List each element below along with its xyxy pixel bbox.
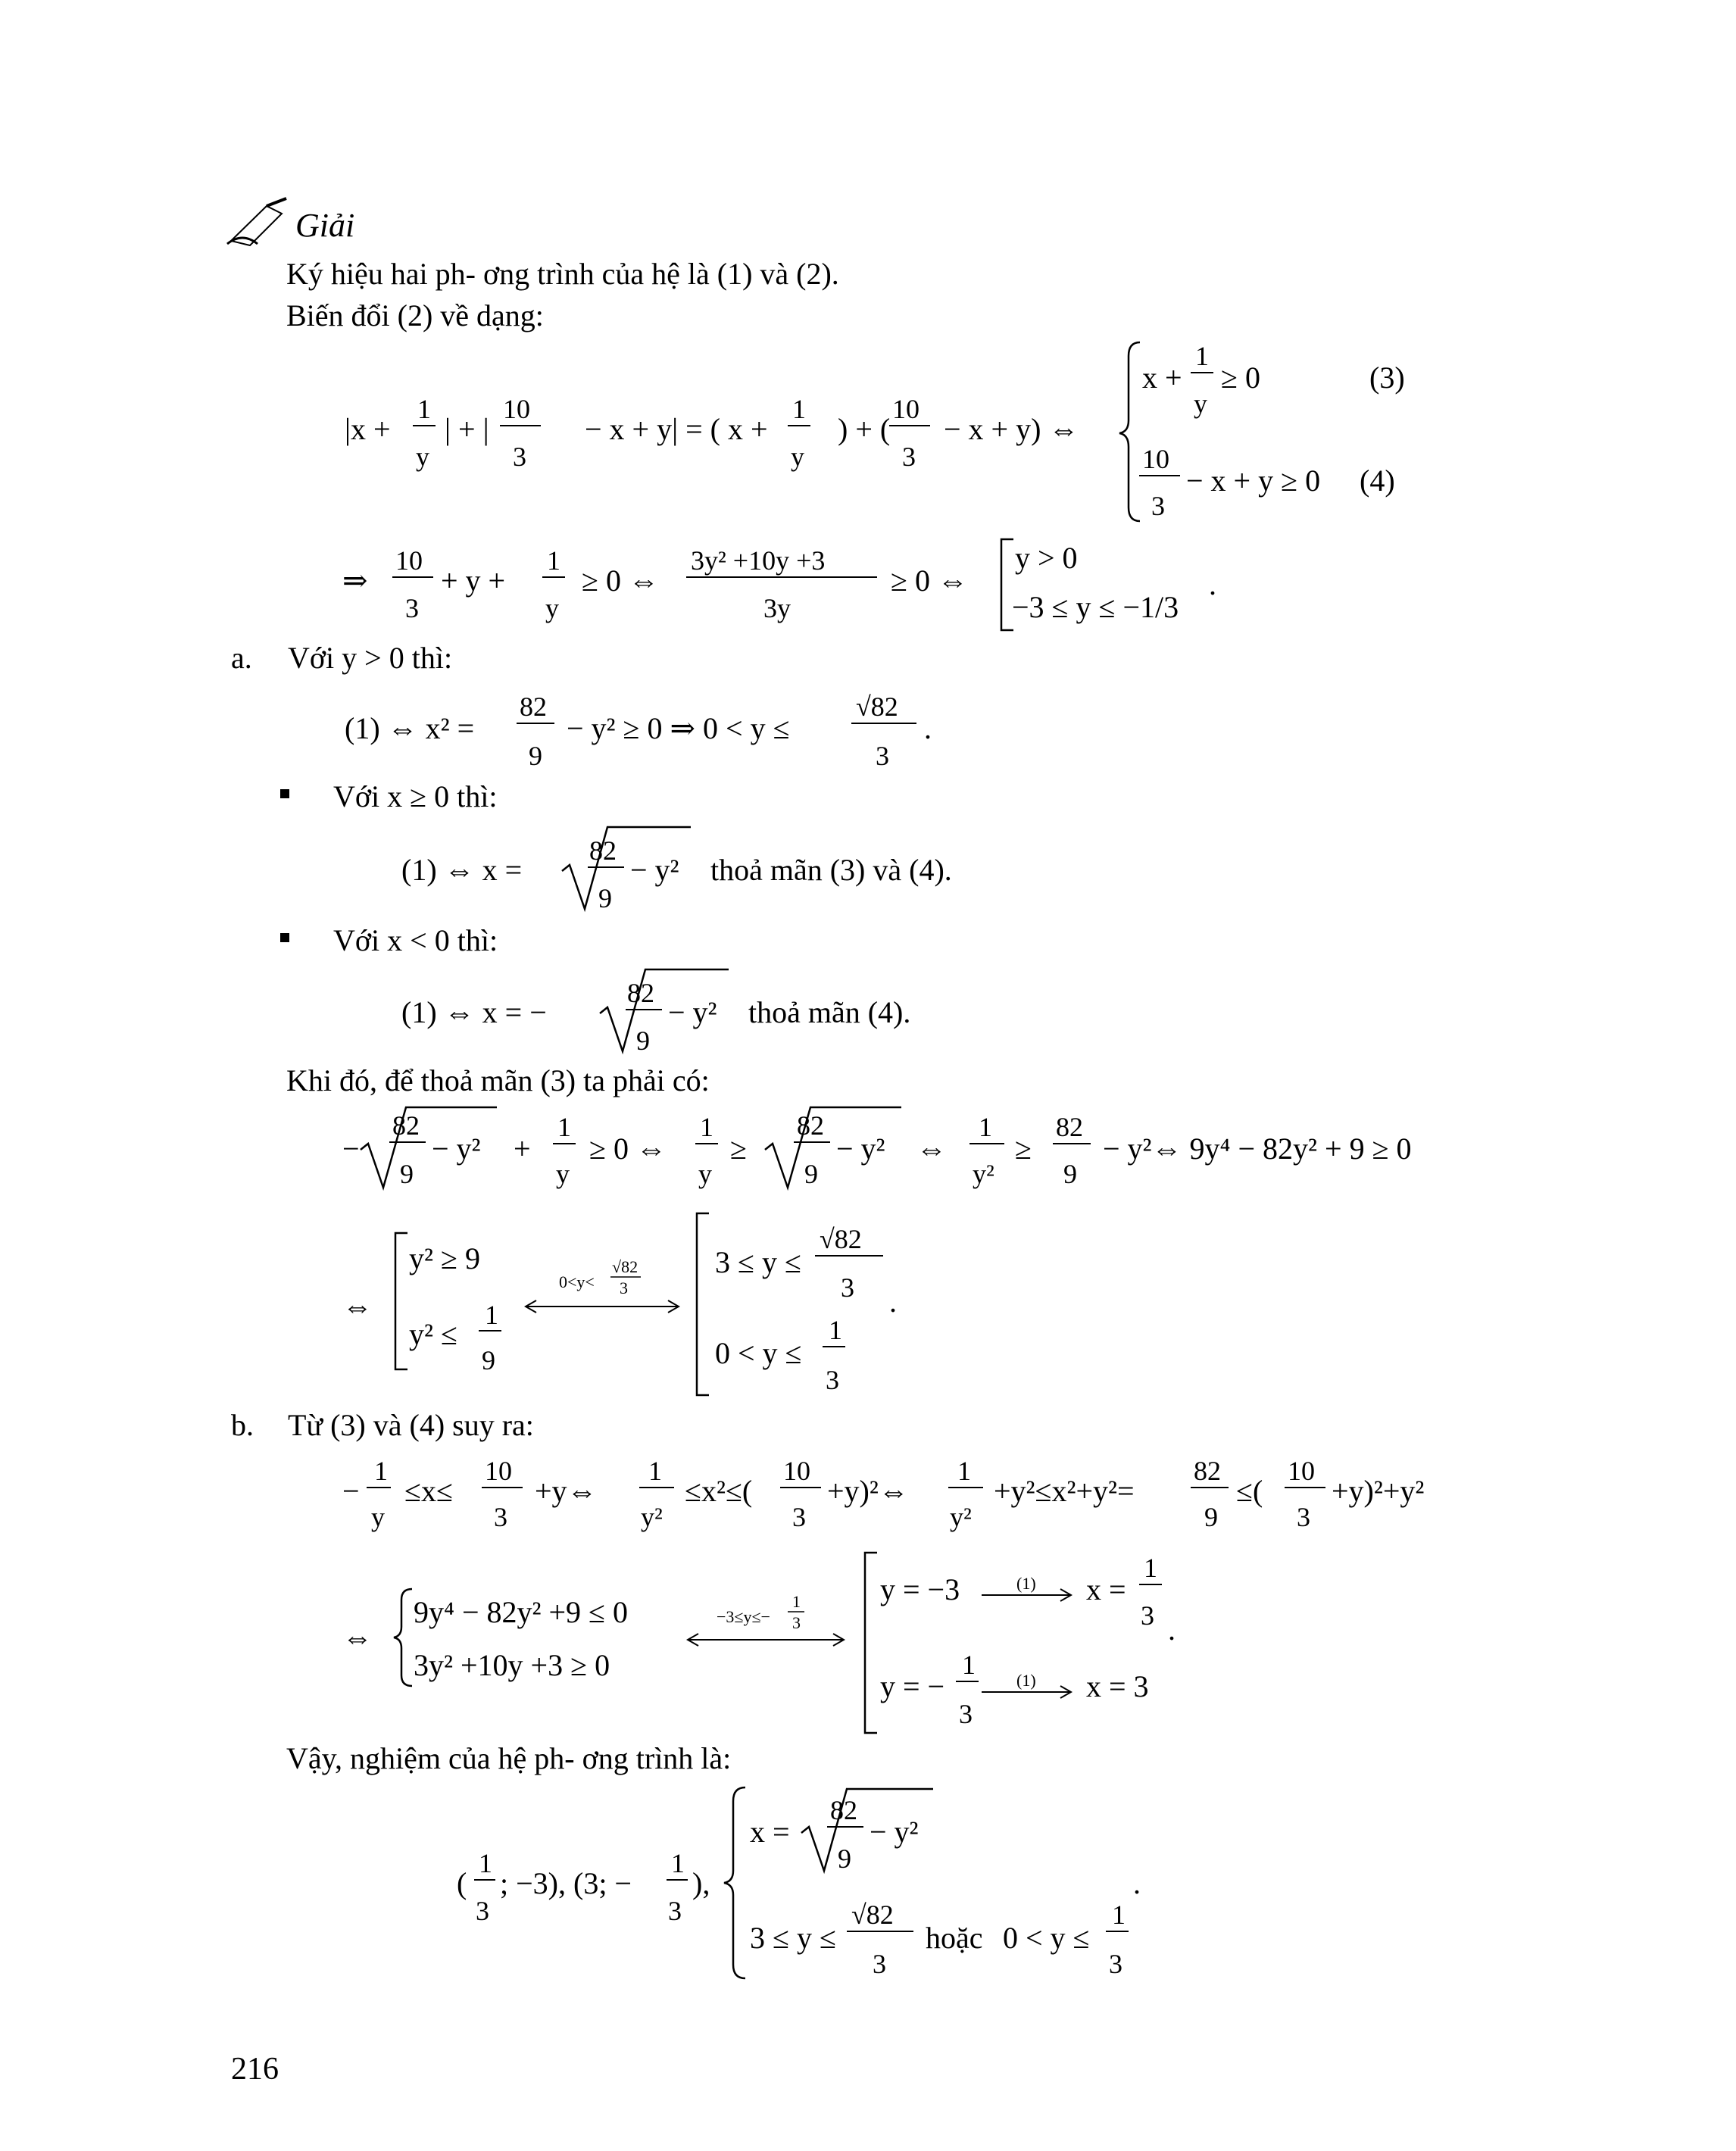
svg-text:y: y [1194, 389, 1207, 419]
svg-text:3: 3 [1297, 1502, 1310, 1532]
label-eq4: (4) [1360, 464, 1395, 498]
bullet-x-negative: Với x < 0 thì: [333, 923, 498, 957]
svg-text:+: + [514, 1132, 531, 1166]
svg-text:9: 9 [1204, 1502, 1218, 1532]
svg-text:3 ≤ y ≤: 3 ≤ y ≤ [750, 1921, 836, 1955]
svg-text:y > 0: y > 0 [1015, 541, 1078, 575]
equation-abs-sum [345, 341, 1405, 521]
svg-text:− y²: − y² [432, 1132, 481, 1166]
svg-text:√82: √82 [851, 1900, 894, 1930]
svg-text:y = −: y = − [880, 1669, 945, 1703]
svg-text:(: ( [457, 1866, 467, 1900]
svg-text:≥ 0: ≥ 0 [1221, 361, 1260, 395]
svg-text:1: 1 [417, 394, 431, 424]
svg-text:9: 9 [400, 1159, 414, 1189]
svg-text:3: 3 [902, 442, 916, 472]
svg-text:⇔: ⇔ [342, 1620, 373, 1654]
svg-text:−: − [342, 1474, 360, 1508]
svg-text:10: 10 [892, 394, 920, 424]
svg-text:x =: x = [1086, 1572, 1126, 1606]
svg-text:10: 10 [395, 545, 423, 576]
svg-text:√82: √82 [612, 1257, 639, 1276]
equation-a-x-squared [345, 692, 932, 771]
svg-text:⇒: ⇒ [342, 564, 368, 598]
svg-text:⇔: ⇔ [342, 1289, 373, 1323]
svg-text:y²: y² [973, 1159, 994, 1189]
bullet-marker [280, 933, 289, 942]
svg-text:3: 3 [668, 1896, 682, 1926]
svg-text:3y: 3y [763, 593, 791, 623]
svg-text:1: 1 [792, 394, 806, 424]
svg-text:10: 10 [783, 1456, 810, 1486]
svg-text:− y²⇔ 9y⁴ − 82y² + 9 ≥ 0: − y²⇔ 9y⁴ − 82y² + 9 ≥ 0 [1103, 1132, 1412, 1166]
part-b-text: Từ (3) và (4) suy ra: [288, 1408, 534, 1442]
svg-text:.: . [924, 711, 932, 745]
svg-text:82: 82 [392, 1110, 420, 1141]
svg-text:3: 3 [620, 1278, 628, 1297]
svg-text:10: 10 [1288, 1456, 1315, 1486]
svg-text:− x + y| = ( x +: − x + y| = ( x + [585, 412, 768, 446]
svg-text:82: 82 [589, 835, 617, 866]
svg-text:82: 82 [797, 1110, 824, 1141]
svg-text:x = 3: x = 3 [1086, 1669, 1149, 1703]
svg-text:0 < y ≤: 0 < y ≤ [715, 1336, 802, 1370]
svg-text:1: 1 [485, 1300, 498, 1330]
svg-text:≥: ≥ [1015, 1132, 1032, 1166]
svg-text:9: 9 [804, 1159, 818, 1189]
svg-text:| + |: | + | [445, 412, 489, 446]
intro-line-1: Ký hiệu hai ph- ơng trình của hệ là (1) và (2). [286, 257, 839, 291]
svg-text:82: 82 [627, 978, 654, 1008]
svg-text:9: 9 [598, 883, 612, 913]
svg-text:y: y [371, 1502, 385, 1532]
intro-line-2: Biến đổi (2) về dạng: [286, 298, 544, 332]
svg-text:≥ 0 ⇔: ≥ 0 ⇔ [589, 1132, 667, 1166]
svg-text:10: 10 [485, 1456, 512, 1486]
svg-text:3: 3 [873, 1949, 886, 1979]
svg-text:− y²: − y² [668, 995, 717, 1029]
svg-text:1: 1 [1195, 341, 1209, 371]
svg-text:+ y +: + y + [441, 564, 506, 598]
bullet-x-nonneg: Với x ≥ 0 thì: [333, 779, 498, 813]
svg-text:(1) ⇔ x = −: (1) ⇔ x = − [401, 995, 547, 1029]
bullet-marker [280, 789, 289, 798]
svg-text:x =: x = [750, 1815, 790, 1849]
svg-text:(1) ⇔ x² =: (1) ⇔ x² = [345, 711, 475, 745]
svg-text:y: y [698, 1159, 712, 1189]
svg-text:0<y<: 0<y< [559, 1272, 595, 1291]
svg-text:1: 1 [479, 1848, 492, 1878]
svg-text:),: ), [692, 1866, 710, 1900]
svg-text:y²: y² [950, 1502, 972, 1532]
svg-text:10: 10 [503, 394, 530, 424]
svg-text:3: 3 [476, 1896, 489, 1926]
part-a-label: a. [231, 641, 252, 675]
svg-text:9: 9 [482, 1345, 495, 1375]
page-number: 216 [231, 2052, 279, 2087]
svg-text:.: . [1133, 1866, 1141, 1900]
svg-text:y = −3: y = −3 [880, 1572, 960, 1606]
equation-x-positive-root [401, 827, 691, 913]
svg-text:− x + y) ⇔: − x + y) ⇔ [944, 412, 1079, 446]
svg-text:3: 3 [841, 1272, 854, 1303]
svg-text:+y⇔: +y⇔ [535, 1474, 598, 1508]
equation-x-negative-root [401, 969, 729, 1056]
svg-text:− y²: − y² [836, 1132, 885, 1166]
svg-text:√82: √82 [856, 692, 898, 722]
svg-text:(1) ⇔ x =: (1) ⇔ x = [401, 853, 523, 887]
svg-text:10: 10 [1142, 444, 1169, 474]
svg-text:≥ 0 ⇔: ≥ 0 ⇔ [582, 564, 659, 598]
svg-text:−3 ≤ y ≤ −1/3: −3 ≤ y ≤ −1/3 [1012, 590, 1179, 624]
svg-text:1: 1 [374, 1456, 388, 1486]
svg-text:3: 3 [405, 593, 419, 623]
svg-text:9y⁴ − 82y² +9 ≤ 0: 9y⁴ − 82y² +9 ≤ 0 [414, 1595, 629, 1629]
svg-text:1: 1 [957, 1456, 971, 1486]
svg-text:82: 82 [830, 1795, 857, 1825]
svg-text:3: 3 [1141, 1600, 1154, 1631]
svg-text:; −3), (3; −: ; −3), (3; − [500, 1866, 632, 1900]
satisfies-4: thoả mãn (4). [748, 995, 911, 1029]
svg-text:≤x≤: ≤x≤ [404, 1474, 453, 1508]
svg-text:1: 1 [962, 1650, 976, 1680]
satisfies-3-4: thoả mãn (3) và (4). [710, 853, 952, 887]
svg-text:3: 3 [494, 1502, 507, 1532]
writing-hand-icon [227, 198, 286, 245]
svg-text:√82: √82 [820, 1224, 862, 1254]
svg-text:≤x²≤(: ≤x²≤( [685, 1474, 753, 1508]
svg-text:1: 1 [979, 1112, 992, 1142]
svg-text:x +: x + [1142, 361, 1182, 395]
svg-text:+y)²+y²: +y)²+y² [1332, 1474, 1425, 1508]
svg-text:− x + y ≥ 0: − x + y ≥ 0 [1186, 464, 1321, 498]
svg-text:1: 1 [1144, 1553, 1157, 1583]
svg-text:−: − [342, 1132, 360, 1166]
svg-text:1: 1 [792, 1592, 801, 1611]
svg-text:3 ≤ y ≤: 3 ≤ y ≤ [715, 1245, 801, 1279]
svg-text:− y² ≥ 0 ⇒ 0 < y ≤: − y² ≥ 0 ⇒ 0 < y ≤ [567, 711, 790, 745]
svg-text:1: 1 [547, 545, 560, 576]
or-word: hoặc [926, 1921, 983, 1955]
svg-text:y² ≥ 9: y² ≥ 9 [409, 1241, 480, 1275]
arrow-label-1: (1) [1016, 1574, 1036, 1593]
svg-text:.: . [1209, 567, 1216, 601]
equation-implication [342, 539, 1216, 630]
equation-solution-set [457, 1787, 1141, 1979]
svg-text:.: . [889, 1285, 897, 1319]
svg-text:1: 1 [671, 1848, 685, 1878]
equation-b-system [342, 1553, 1176, 1733]
svg-text:9: 9 [838, 1843, 851, 1874]
part-b-label: b. [231, 1408, 254, 1442]
svg-text:+y)²⇔: +y)²⇔ [827, 1474, 909, 1508]
then-condition: Khi đó, để thoả mãn (3) ta phải có: [286, 1063, 710, 1097]
label-eq3: (3) [1369, 361, 1405, 395]
svg-text:≥: ≥ [730, 1132, 747, 1166]
svg-text:y: y [416, 442, 429, 472]
svg-text:⇔: ⇔ [916, 1132, 947, 1166]
svg-text:1: 1 [648, 1456, 662, 1486]
svg-text:82: 82 [1194, 1456, 1221, 1486]
svg-text:3: 3 [792, 1502, 806, 1532]
svg-text:1: 1 [1112, 1900, 1126, 1930]
svg-text:82: 82 [520, 692, 547, 722]
svg-text:.: . [1168, 1612, 1176, 1647]
svg-text:3: 3 [959, 1699, 973, 1729]
svg-text:1: 1 [557, 1112, 571, 1142]
svg-text:− y²: − y² [630, 853, 679, 887]
section-title: Giải [295, 207, 355, 244]
svg-text:9: 9 [529, 741, 542, 771]
svg-text:0 < y ≤: 0 < y ≤ [1003, 1921, 1090, 1955]
svg-text:y² ≤: y² ≤ [409, 1317, 457, 1351]
svg-text:3y² +10y +3 ≥ 0: 3y² +10y +3 ≥ 0 [414, 1648, 610, 1682]
svg-text:82: 82 [1056, 1112, 1083, 1142]
svg-text:3: 3 [513, 442, 526, 472]
equation-bracket-solve-a [342, 1213, 897, 1395]
arrow-label-1: (1) [1016, 1671, 1036, 1690]
svg-text:3: 3 [1109, 1949, 1122, 1979]
svg-text:+y²≤x²+y²=: +y²≤x²+y²= [994, 1474, 1135, 1508]
svg-text:3y² +10y +3: 3y² +10y +3 [691, 545, 826, 576]
svg-text:) + (: ) + ( [838, 412, 891, 446]
svg-text:1: 1 [829, 1315, 842, 1345]
equation-b-chain [342, 1456, 1424, 1532]
part-a-text: Với y > 0 thì: [288, 641, 453, 675]
svg-text:y²: y² [641, 1502, 663, 1532]
svg-text:− y²: − y² [870, 1815, 919, 1849]
svg-text:y: y [791, 442, 804, 472]
svg-text:9: 9 [1063, 1159, 1077, 1189]
svg-text:y: y [545, 593, 559, 623]
svg-text:|x +: |x + [345, 412, 391, 446]
svg-text:3: 3 [792, 1613, 801, 1632]
conclusion-text: Vậy, nghiệm của hệ ph- ơng trình là: [286, 1741, 732, 1775]
svg-text:≥ 0 ⇔: ≥ 0 ⇔ [891, 564, 968, 598]
svg-text:9: 9 [636, 1026, 650, 1056]
svg-text:3: 3 [826, 1365, 839, 1395]
svg-text:y: y [556, 1159, 570, 1189]
svg-text:1: 1 [700, 1112, 713, 1142]
svg-text:−3≤y≤−: −3≤y≤− [717, 1607, 770, 1626]
svg-text:3: 3 [876, 741, 889, 771]
equation-condition-3 [342, 1107, 1412, 1189]
svg-text:≤(: ≤( [1236, 1474, 1263, 1508]
svg-text:3: 3 [1151, 491, 1165, 521]
